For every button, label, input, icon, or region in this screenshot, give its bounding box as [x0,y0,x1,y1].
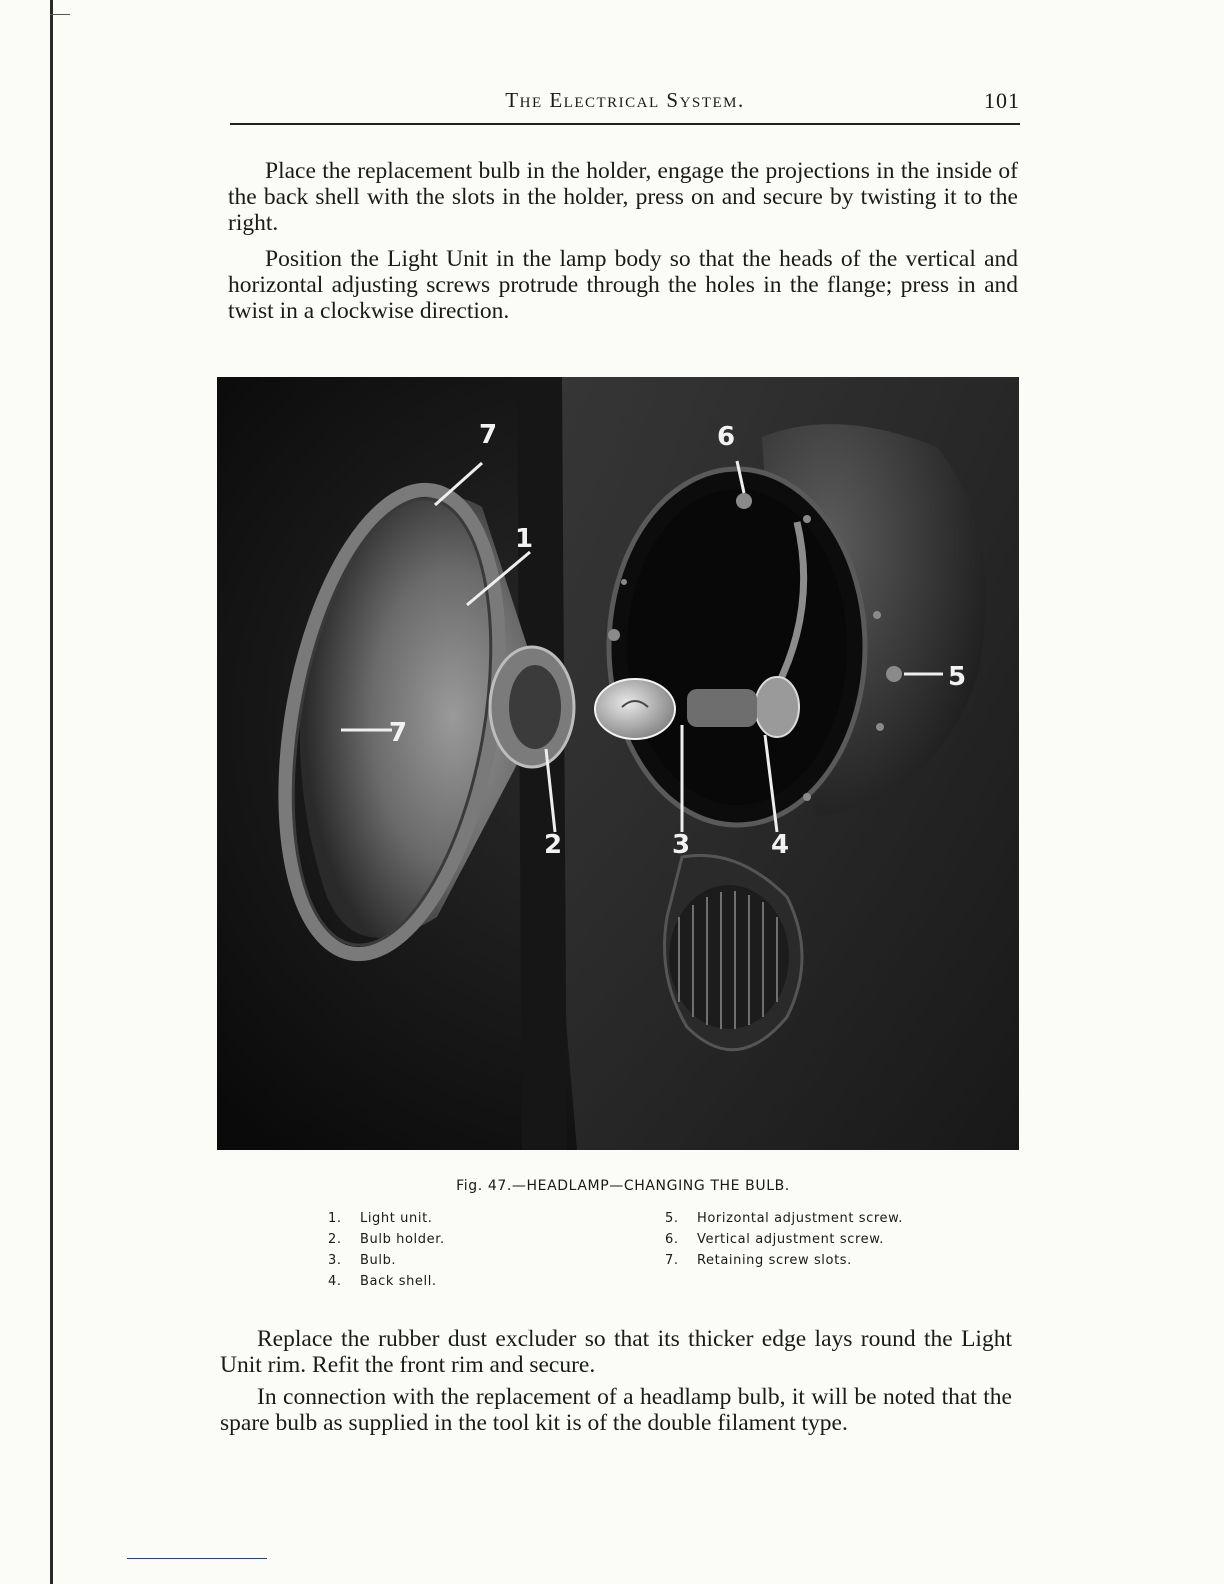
legend-text: Retaining screw slots. [697,1253,852,1268]
figure-legend-left [328,1208,445,1292]
figure-legend-right [665,1208,903,1271]
legend-item [665,1250,903,1271]
binding-tick-mark [50,14,70,15]
legend-item [328,1229,445,1250]
legend-item [665,1229,903,1250]
legend-number: 1. [328,1211,342,1226]
legend-item [328,1250,445,1271]
legend-text: Bulb holder. [360,1232,445,1247]
paragraph-spare-bulb: In connection with the replacement of a headlamp bulb, it will be noted that the spare bulb as supplied in the tool kit is of the double filament type. [220,1384,1012,1436]
legend-number: 3. [328,1253,342,1268]
page-binding-edge [50,0,53,1584]
legend-number: 7. [665,1253,679,1268]
callout-1: 1 [515,524,534,554]
callout-7-left: 7 [389,718,408,748]
figure-caption: Fig. 47.—HEADLAMP—CHANGING THE BULB. [456,1178,790,1194]
chapter-title: The Electrical System. [505,88,745,112]
callout-2: 2 [544,830,563,860]
legend-text: Horizontal adjustment screw. [697,1211,903,1226]
callout-6: 6 [717,422,736,452]
page-number: 101 [984,88,1020,113]
callout-5: 5 [948,662,967,692]
legend-number: 5. [665,1211,679,1226]
headlamp-photo [217,377,1019,1150]
legend-item [665,1208,903,1229]
legend-number: 4. [328,1274,342,1289]
legend-item [328,1208,445,1229]
header-rule [230,123,1020,125]
paragraph-position-light-unit: Position the Light Unit in the lamp body so that the heads of the vertical and horizontal adjusting screws protrude through the holes in the flange; press in and twist in a clockwise direction. [228,246,1018,324]
legend-text: Light unit. [360,1211,433,1226]
paragraph-dust-excluder: Replace the rubber dust excluder so that its thicker edge lays round the Light Unit rim. Refit the front rim and secure. [220,1326,1012,1378]
callout-7-top: 7 [479,420,498,450]
callout-4: 4 [771,830,790,860]
callout-3: 3 [672,830,691,860]
legend-number: 2. [328,1232,342,1247]
legend-item [328,1271,445,1292]
paragraph-replace-bulb: Place the replacement bulb in the holder, engage the projections in the inside of the back shell with the slots in the holder, press on and secure by twisting it to the right. [228,158,1018,236]
bottom-rule [127,1558,267,1559]
running-head [230,88,1020,118]
legend-text: Back shell. [360,1274,437,1289]
legend-number: 6. [665,1232,679,1247]
headlamp-photo-illustration [217,377,1019,1150]
legend-text: Vertical adjustment screw. [697,1232,885,1247]
legend-text: Bulb. [360,1253,397,1268]
